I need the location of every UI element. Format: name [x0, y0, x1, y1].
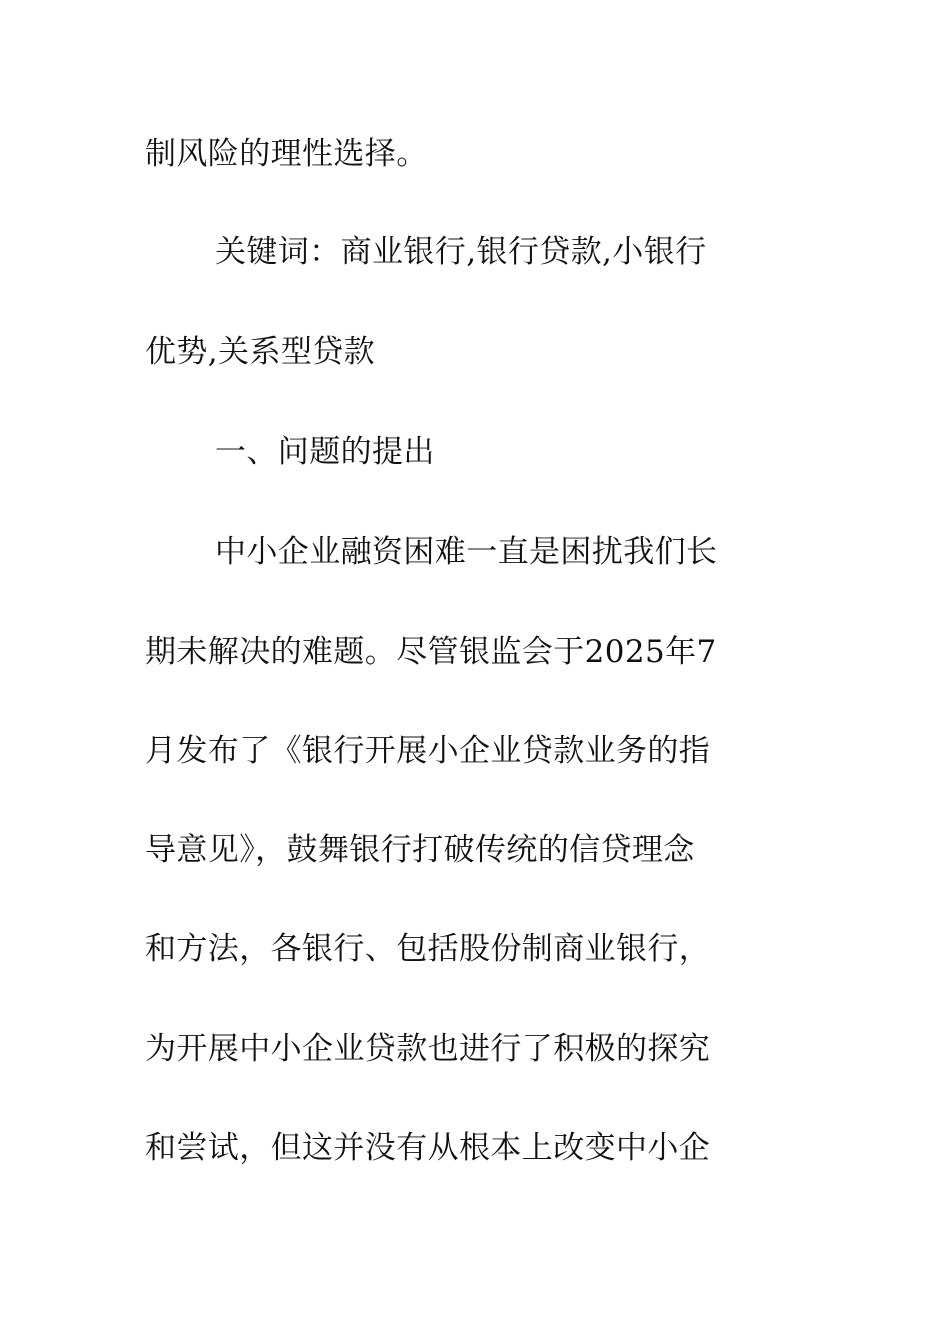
keywords-line-continued: 优势,关系型贷款	[145, 334, 376, 370]
paragraph-line: 月发布了《银行开展小企业贷款业务的指	[145, 733, 711, 769]
paragraph-line: 中小企业融资困难一直是困扰我们长	[215, 534, 718, 570]
paragraph-line: 和尝试，但这并没有从根本上改变中小企	[145, 1130, 711, 1166]
paragraph-line: 导意见》，鼓舞银行打破传统的信贷理念	[145, 832, 695, 868]
paragraph-line: 为开展中小企业贷款也进行了积极的探究	[145, 1031, 711, 1067]
paragraph-line: 和方法，各银行、包括股份制商业银行，	[145, 931, 711, 967]
paragraph-line: 制风险的理性选择。	[145, 136, 428, 172]
paragraph-line: 期未解决的难题。尽管银监会于2025年7	[145, 634, 717, 670]
section-heading: 一、问题的提出	[215, 434, 435, 470]
keywords-line: 关键词：商业银行,银行贷款,小银行	[215, 234, 707, 270]
